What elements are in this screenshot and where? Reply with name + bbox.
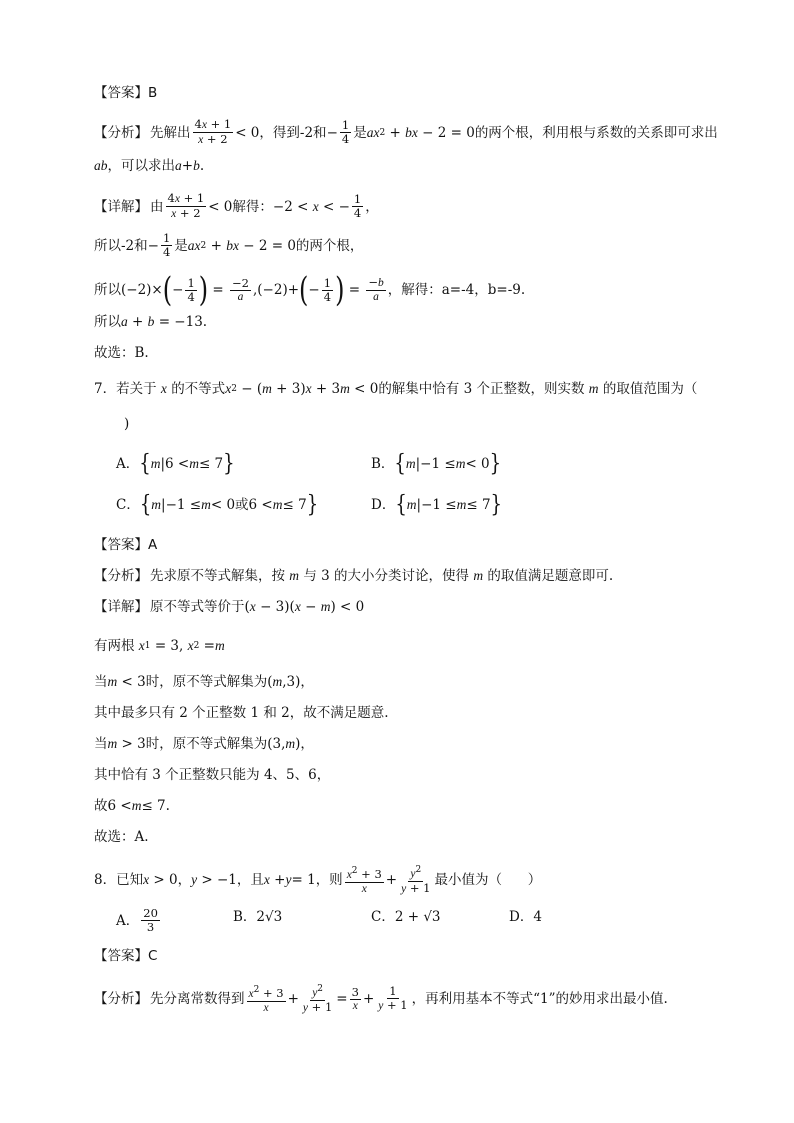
text: 是 <box>174 237 188 254</box>
text: ，且 <box>236 872 264 888</box>
fraction: $\frac{1}{4}$ <box>341 118 350 146</box>
answer-6 <box>94 83 159 103</box>
text: 当 <box>94 736 108 752</box>
detail-tag: 【详解】 <box>94 198 148 215</box>
text: C． <box>371 909 395 925</box>
fraction: $\frac{1}{4}$ <box>162 231 171 259</box>
q8-option-c: C． 2 + √3 <box>371 909 441 925</box>
q8-option-a: A． $\frac{20}{3}$ <box>116 906 158 934</box>
text: ，得到-2和 <box>259 124 327 141</box>
q7-option-a: A． { m |6 < m ≤ 7 } <box>116 449 235 477</box>
text: 故 <box>94 798 108 814</box>
q7-option-b: B． { m |−1 ≤ m < 0 } <box>371 449 502 477</box>
text: 其中恰有 3 个正整数只能为 4、5、6， <box>94 767 331 783</box>
text: ，则 <box>315 872 343 888</box>
text: 的两个根，利用根与系数的关系即可求出 <box>474 124 718 141</box>
text: 的解集中恰有 3 个正整数，则实数 <box>378 381 585 397</box>
text: 的不等式 <box>171 381 226 397</box>
roots-line: 有两根 x 1 = 3, x 2 = m <box>94 638 225 654</box>
text: ） <box>527 872 542 888</box>
answer-6-text: 【答案】B <box>94 85 158 101</box>
analysis-tag: 【分析】 <box>94 991 148 1007</box>
detail-6: 【详解】 由 $\frac{4x + 1}{x + 2}$ < 0 解得： −2 < x < − $\frac{1}{4}$ ， <box>94 191 379 220</box>
answer-8 <box>94 946 159 966</box>
q8-option-d <box>509 907 542 927</box>
text: 由 <box>150 198 164 215</box>
text: A． <box>116 912 140 929</box>
text: 时，原不等式解集为 <box>145 736 268 752</box>
text: C． <box>116 497 140 513</box>
text: 【答案】C <box>94 948 158 964</box>
question-7-close <box>124 414 129 434</box>
analysis-6-line2: ab ，可以求出 a + b . <box>94 158 205 174</box>
so-line-2: 所以 (−2)× ( − $\frac{1}{4}$ ) = $\frac{-2}{a}$ ,(−2)+ ( − $\frac{1}{4}$ ) = $\frac{-b}{a}$ ，解得： a=-4，b=-9. <box>94 270 526 310</box>
text: B． <box>233 909 257 925</box>
text: 当 <box>94 674 108 690</box>
case-2: 当 m > 3 时，原不等式解集为 (3, m )， <box>94 736 314 752</box>
text: 先求原不等式解集，按 <box>150 568 285 584</box>
fraction: $\frac{4x + 1}{x + 2}$ <box>194 117 232 146</box>
text: A． <box>116 456 140 472</box>
fraction: $\frac{4x + 1}{x + 2}$ <box>167 191 205 220</box>
detail-tag: 【详解】 <box>94 599 148 615</box>
analysis-tag: 【分析】 <box>94 124 148 141</box>
analysis-7: 【分析】 先求原不等式解集，按 m 与 3 的大小分类讨论，使得 m 的取值满足题意即可. <box>94 568 614 584</box>
question-8: 8．已知 x > 0， y > −1 ，且 x + y = 1 ，则 $\frac{x^2 + 3}{x}$ + $\frac{y^2}{y + 1}$ 最小值为（ ） <box>94 865 542 895</box>
analysis-8: 【分析】 先分离常数得到 $\frac{x^2 + 3}{x}$ + $\frac{y^2}{y + 1}$ = $\frac{3}{x}$ + $\frac{1}{y + 1}$ ，再利用基本不等式“1”的妙用求出最小值. <box>94 984 668 1014</box>
text: ) <box>124 416 130 432</box>
so-line-3: 所以 a + b = −13. <box>94 314 208 330</box>
text: 的取值范围为（ <box>602 381 698 397</box>
text: B． <box>371 456 395 472</box>
select-7 <box>94 827 149 847</box>
so-6-line: 故 6 < m ≤ 7. <box>94 798 170 814</box>
text: 与 3 的大小分类讨论，使得 <box>303 568 470 584</box>
question-7: 7．若关于 x 的不等式 x 2 − (m + 3)x + 3m < 0 的解集中恰有 3 个正整数，则实数 m 的取值范围为（ <box>94 381 698 397</box>
q8-option-b: B． 2√3 <box>233 909 283 925</box>
text: ，再利用基本不等式“1”的妙用求出最小值. <box>411 991 668 1007</box>
text: 是 <box>353 124 367 141</box>
case-2-note <box>94 765 330 785</box>
text: 所以 <box>94 282 121 298</box>
case-1-note <box>94 703 389 723</box>
text: 其中最多只有 2 个正整数 1 和 2，故不满足题意. <box>94 705 389 721</box>
analysis-6: 【分析】 先解出 $\frac{4x + 1}{x + 2}$ < 0 ，得到-2和 − $\frac{1}{4}$ 是 ax 2 + bx − 2 = 0 的两个根，利用根与系数的关系即可求出 <box>94 117 718 146</box>
answer-7 <box>94 535 159 555</box>
analysis-tag: 【分析】 <box>94 568 148 584</box>
text: 的两个根， <box>295 237 364 254</box>
text: 故选：B. <box>94 345 149 361</box>
text: 7．若关于 <box>94 381 157 397</box>
text: 所以-2和 <box>94 237 148 254</box>
text: D． <box>371 497 396 513</box>
text: 故选：A. <box>94 829 149 845</box>
text: 先解出 <box>150 124 191 141</box>
so-line-1: 所以-2和 − $\frac{1}{4}$ 是 ax 2 + bx − 2 = 0 的两个根， <box>94 231 364 259</box>
fraction: $\frac{1}{4}$ <box>353 192 362 220</box>
q7-option-d: D． { m |−1 ≤ m ≤ 7 } <box>371 490 502 518</box>
select-6 <box>94 343 149 363</box>
text: ，解得： <box>387 282 442 298</box>
text: 最小值为（ <box>434 872 502 888</box>
text: 【答案】A <box>94 537 158 553</box>
text: 解得： <box>232 198 273 215</box>
text: a=-4，b=-9. <box>441 282 526 298</box>
text: 有两根 <box>94 638 135 654</box>
text: 时，原不等式解集为 <box>145 674 268 690</box>
text: D．4 <box>509 909 542 925</box>
case-1: 当 m < 3 时，原不等式解集为 ( m ,3)， <box>94 674 314 690</box>
text: ，可以求出 <box>107 158 175 174</box>
q7-option-c: C． { m |−1 ≤ m < 0或6 < m ≤ 7 } <box>116 490 319 518</box>
text: 先分离常数得到 <box>150 991 245 1007</box>
text: 8．已知 <box>94 872 144 888</box>
text: 所以 <box>94 314 121 330</box>
text: 原不等式等价于 <box>150 599 245 615</box>
detail-7: 【详解】 原不等式等价于 (x − 3)(x − m) < 0 <box>94 599 365 615</box>
text: 的取值满足题意即可. <box>487 568 614 584</box>
